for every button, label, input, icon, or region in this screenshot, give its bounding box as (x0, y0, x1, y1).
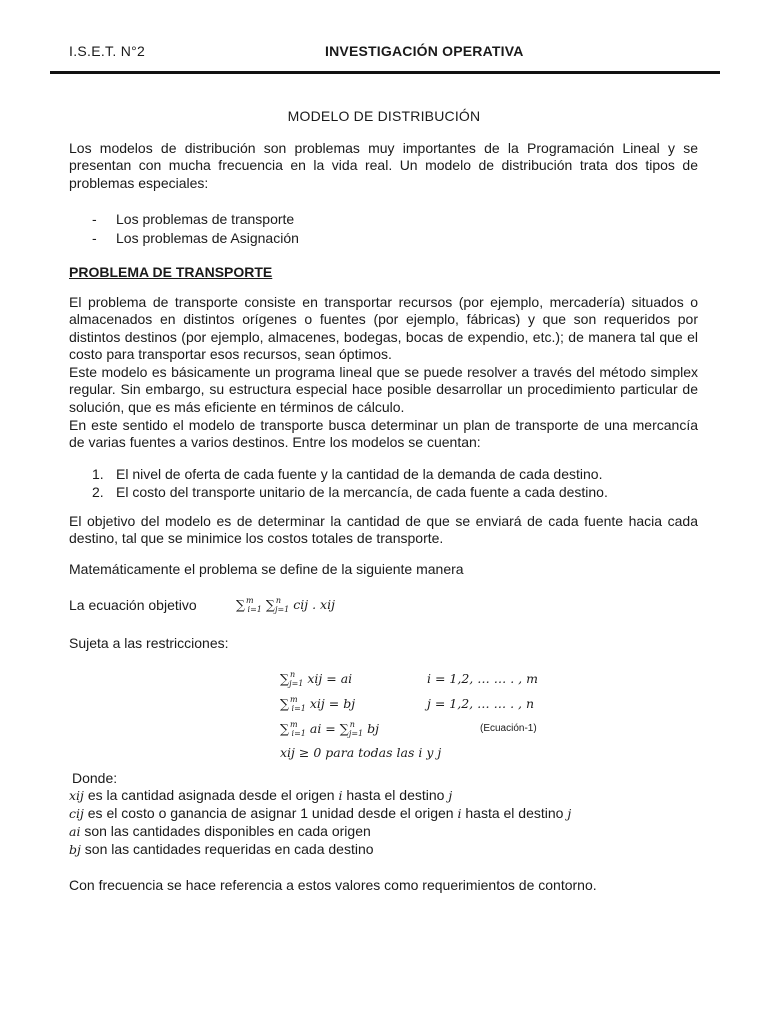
variable-symbol: j (567, 806, 572, 821)
item-text: El nivel de oferta de cada fuente y la cantidad de la demanda de cada destino. (116, 466, 603, 482)
constraint-supply: ∑$^n_{j=1}$ xij = ai (280, 670, 353, 688)
header-institution: I.S.E.T. N°2 (69, 43, 146, 59)
variable-symbol: i (338, 788, 343, 803)
formula-body: cij . xij (293, 597, 335, 612)
variable-symbol: j (448, 788, 453, 803)
constraint-nonnegativity: xij ≥ 0 para todas las i y j (280, 745, 442, 760)
constraint-range: i = 1,2, … … . , m (427, 671, 538, 686)
equation-tag: (Ecuación-1) (480, 723, 537, 734)
sum-symbol: ∑ (265, 597, 275, 612)
variable-symbol: cij (69, 806, 84, 821)
paragraph-simplex: Este modelo es básicamente un programa lineal que se puede resolver a través del método simplex regular. Sin embargo, su estructura especial hace posible desarrollar un procedimiento particular de solución, que es más eficiente en términos de cálculo. (69, 364, 698, 415)
variable-symbol: ai (69, 824, 81, 839)
item-number: 1. (92, 466, 104, 482)
definition-text: son las cantidades requeridas en cada destino (84, 841, 374, 857)
definition-row (69, 823, 371, 840)
header-subject: INVESTIGACIÓN OPERATIVA (325, 43, 524, 59)
bullet-item: Los problemas de Asignación (116, 230, 299, 246)
item-number: 2. (92, 484, 104, 500)
definition-text: son las cantidades disponibles en cada origen (84, 823, 371, 839)
variable-symbol: xij (69, 788, 84, 803)
constraint-range: j = 1,2, … … . , n (427, 696, 535, 711)
objective-formula: ∑$^m_{i=1}$ ∑$^n_{j=1}$ cij . xij (236, 596, 335, 614)
closing-paragraph: Con frecuencia se hace referencia a estos valores como requerimientos de contorno. (69, 877, 597, 893)
constraint-right: bj (367, 721, 380, 736)
page-title: MODELO DE DISTRIBUCIÓN (287, 108, 481, 124)
constraint-left: ai = (309, 721, 336, 736)
definition-row (69, 805, 571, 822)
definition-row (69, 787, 452, 804)
bullet-dash: - (92, 230, 97, 246)
constraint-body: xij = bj (309, 696, 356, 711)
definition-text: es el costo o ganancia de asignar 1 unidad desde el origen (87, 805, 454, 821)
bullet-item: Los problemas de transporte (116, 211, 295, 227)
constraint-balance: ∑$^m_{i=1}$ ai = ∑$^n_{j=1}$ bj (280, 720, 380, 738)
definition-text: hasta el destino (465, 805, 564, 821)
paragraph-objective: El objetivo del modelo es de determinar la cantidad de que se enviará de cada fuente hacia cada destino, tal que se minimice los costos totales de transporte. (69, 513, 698, 547)
header-divider (50, 71, 720, 74)
donde-label: Donde: (72, 770, 118, 786)
constraints-label: Sujeta a las restricciones: (69, 635, 229, 651)
paragraph-definition: El problema de transporte consiste en transportar recursos (por ejemplo, mercadería) situados o almacenados en distintos orígenes o fuentes (por ejemplo, fábricas) y que son requeridos por distintos destinos (por ejemplo, almacenes, bodegas, bocas de expendio, etc.); de manera tal que el costo para transportar esos recursos, sean óptimos. (69, 294, 698, 362)
objective-label: La ecuación objetivo (69, 597, 197, 613)
intro-paragraph: Los modelos de distribución son problemas muy importantes de la Programación Lineal y se presentan con mucha frecuencia en la vida real. Un modelo de distribución trata dos tipos de problemas especiales: (69, 140, 698, 191)
sum-symbol: ∑ (236, 597, 245, 612)
definition-text: es la cantidad asignada desde el origen (87, 787, 335, 803)
definition-text: hasta el destino (346, 787, 445, 803)
section-heading: PROBLEMA DE TRANSPORTE (69, 264, 273, 280)
item-text: El costo del transporte unitario de la mercancía, de cada fuente a cada destino. (116, 484, 608, 500)
definition-row (69, 841, 374, 858)
bullet-dash: - (92, 211, 97, 227)
math-intro: Matemáticamente el problema se define de la siguiente manera (69, 561, 464, 577)
paragraph-plan: En este sentido el modelo de transporte busca determinar un plan de transporte de una mercancía de varias fuentes a varios destinos. Entre los modelos se cuentan: (69, 417, 698, 451)
variable-symbol: bj (69, 842, 81, 857)
variable-symbol: i (457, 806, 462, 821)
constraint-body: xij = ai (307, 671, 353, 686)
constraint-demand: ∑$^m_{i=1}$ xij = bj (280, 695, 356, 713)
